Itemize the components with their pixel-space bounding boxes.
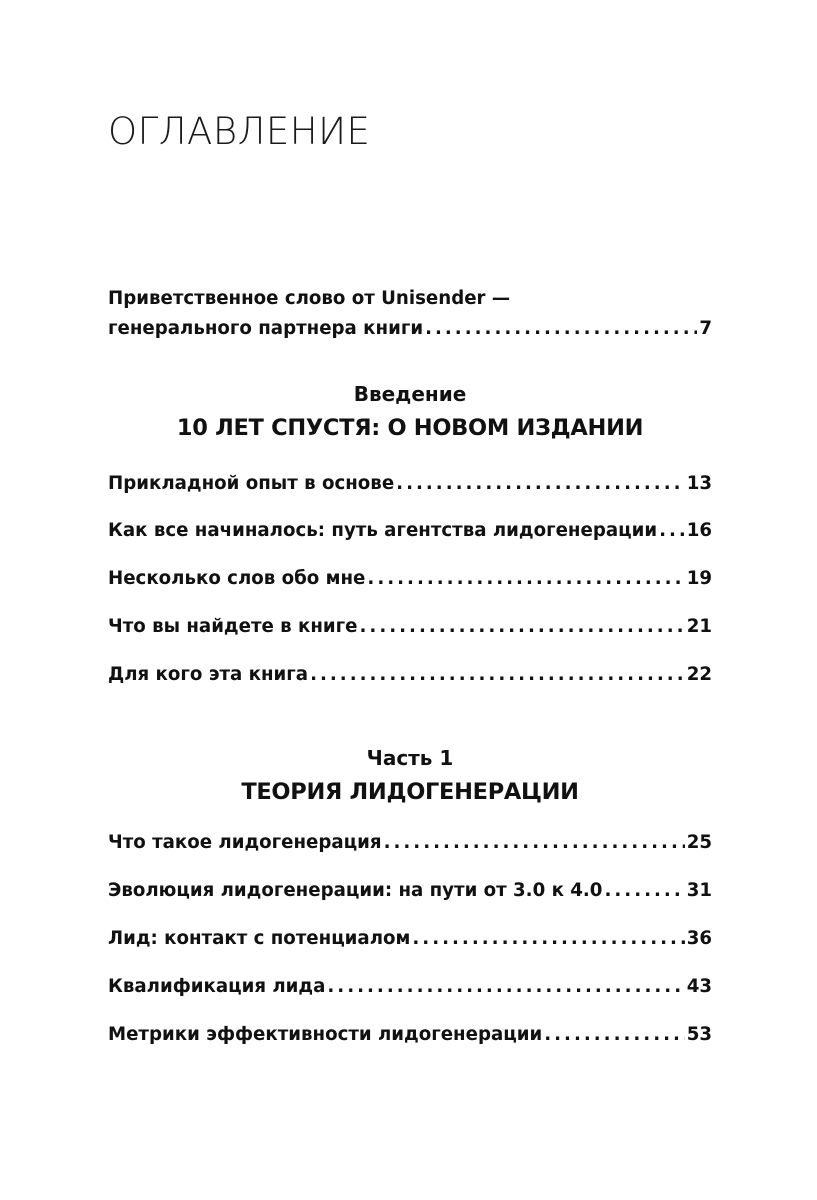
- toc-entry[interactable]: [108, 1020, 712, 1050]
- section-kicker: Введение: [353, 382, 467, 406]
- dot-leader: [544, 1020, 684, 1050]
- toc-entry-page-number: 7: [699, 318, 712, 339]
- section-name: ТЕОРИЯ ЛИДОГЕНЕРАЦИИ: [241, 779, 579, 805]
- toc-entry-label: Что вы найдете в книге: [108, 616, 358, 637]
- toc-entry-preface[interactable]: [108, 284, 712, 344]
- toc-entry-page-number: 13: [686, 473, 712, 494]
- dot-leader: [425, 314, 697, 344]
- toc-entry[interactable]: [108, 876, 712, 906]
- toc-entry-page-number: 53: [686, 1024, 712, 1045]
- toc-entry-label: Эволюция лидогенерации: на пути от 3.0 к 4.0: [108, 880, 603, 901]
- section-heading-intro: [108, 378, 712, 446]
- dot-leader: [310, 660, 685, 690]
- toc-entry[interactable]: [108, 516, 712, 546]
- toc-entry[interactable]: [108, 469, 712, 499]
- toc-entry-label-line2: генерального партнера книги: [108, 318, 424, 339]
- toc-entry[interactable]: [108, 972, 712, 1002]
- toc-entry-label: Метрики эффективности лидогенерации: [108, 1024, 543, 1045]
- toc-entry-page-number: 19: [686, 568, 712, 589]
- dot-leader: [367, 564, 684, 594]
- toc-entry-page-number: 25: [686, 832, 712, 853]
- toc-entry-label: Что такое лидогенерация: [108, 832, 382, 853]
- toc-entry-page-number: 16: [686, 520, 712, 541]
- dot-leader: [327, 972, 684, 1002]
- dot-leader: [396, 469, 685, 499]
- toc-entry-row: [108, 314, 712, 344]
- toc-entry-page-number: 36: [686, 928, 712, 949]
- section-kicker: Часть 1: [366, 746, 454, 770]
- toc-entry-page-number: 31: [686, 880, 712, 901]
- toc-entry-label: Лид: контакт с потенциалом: [108, 928, 411, 949]
- toc-entry-label: Несколько слов обо мне: [108, 568, 366, 589]
- toc-entry-label: Как все начиналось: путь агентства лидогенерации: [108, 520, 658, 541]
- toc-entry-page-number: 21: [686, 616, 712, 637]
- dot-leader: [659, 516, 685, 546]
- toc-entry-label: Прикладной опыт в основе: [108, 473, 395, 494]
- section-heading-part1: [108, 742, 712, 810]
- toc-entry-label: Квалификация лида: [108, 976, 326, 997]
- dot-leader: [604, 876, 684, 906]
- toc-entry[interactable]: [108, 612, 712, 642]
- dot-leader: [360, 612, 685, 642]
- toc-entry[interactable]: [108, 828, 712, 858]
- section-name: 10 ЛЕТ СПУСТЯ: О НОВОМ ИЗДАНИИ: [176, 415, 644, 441]
- toc-entry[interactable]: [108, 924, 712, 954]
- dot-leader: [384, 828, 685, 858]
- toc-entry-label: Для кого эта книга: [108, 664, 309, 685]
- dot-leader: [412, 924, 684, 954]
- toc-entry-page-number: 43: [686, 976, 712, 997]
- toc-entry[interactable]: [108, 564, 712, 594]
- toc-entry-page-number: 22: [686, 664, 712, 685]
- toc-entry-label-line1: Приветственное слово от Unisender —: [108, 288, 511, 309]
- toc-entry[interactable]: [108, 660, 712, 690]
- page-title: ОГЛАВЛЕНИЕ: [108, 110, 371, 153]
